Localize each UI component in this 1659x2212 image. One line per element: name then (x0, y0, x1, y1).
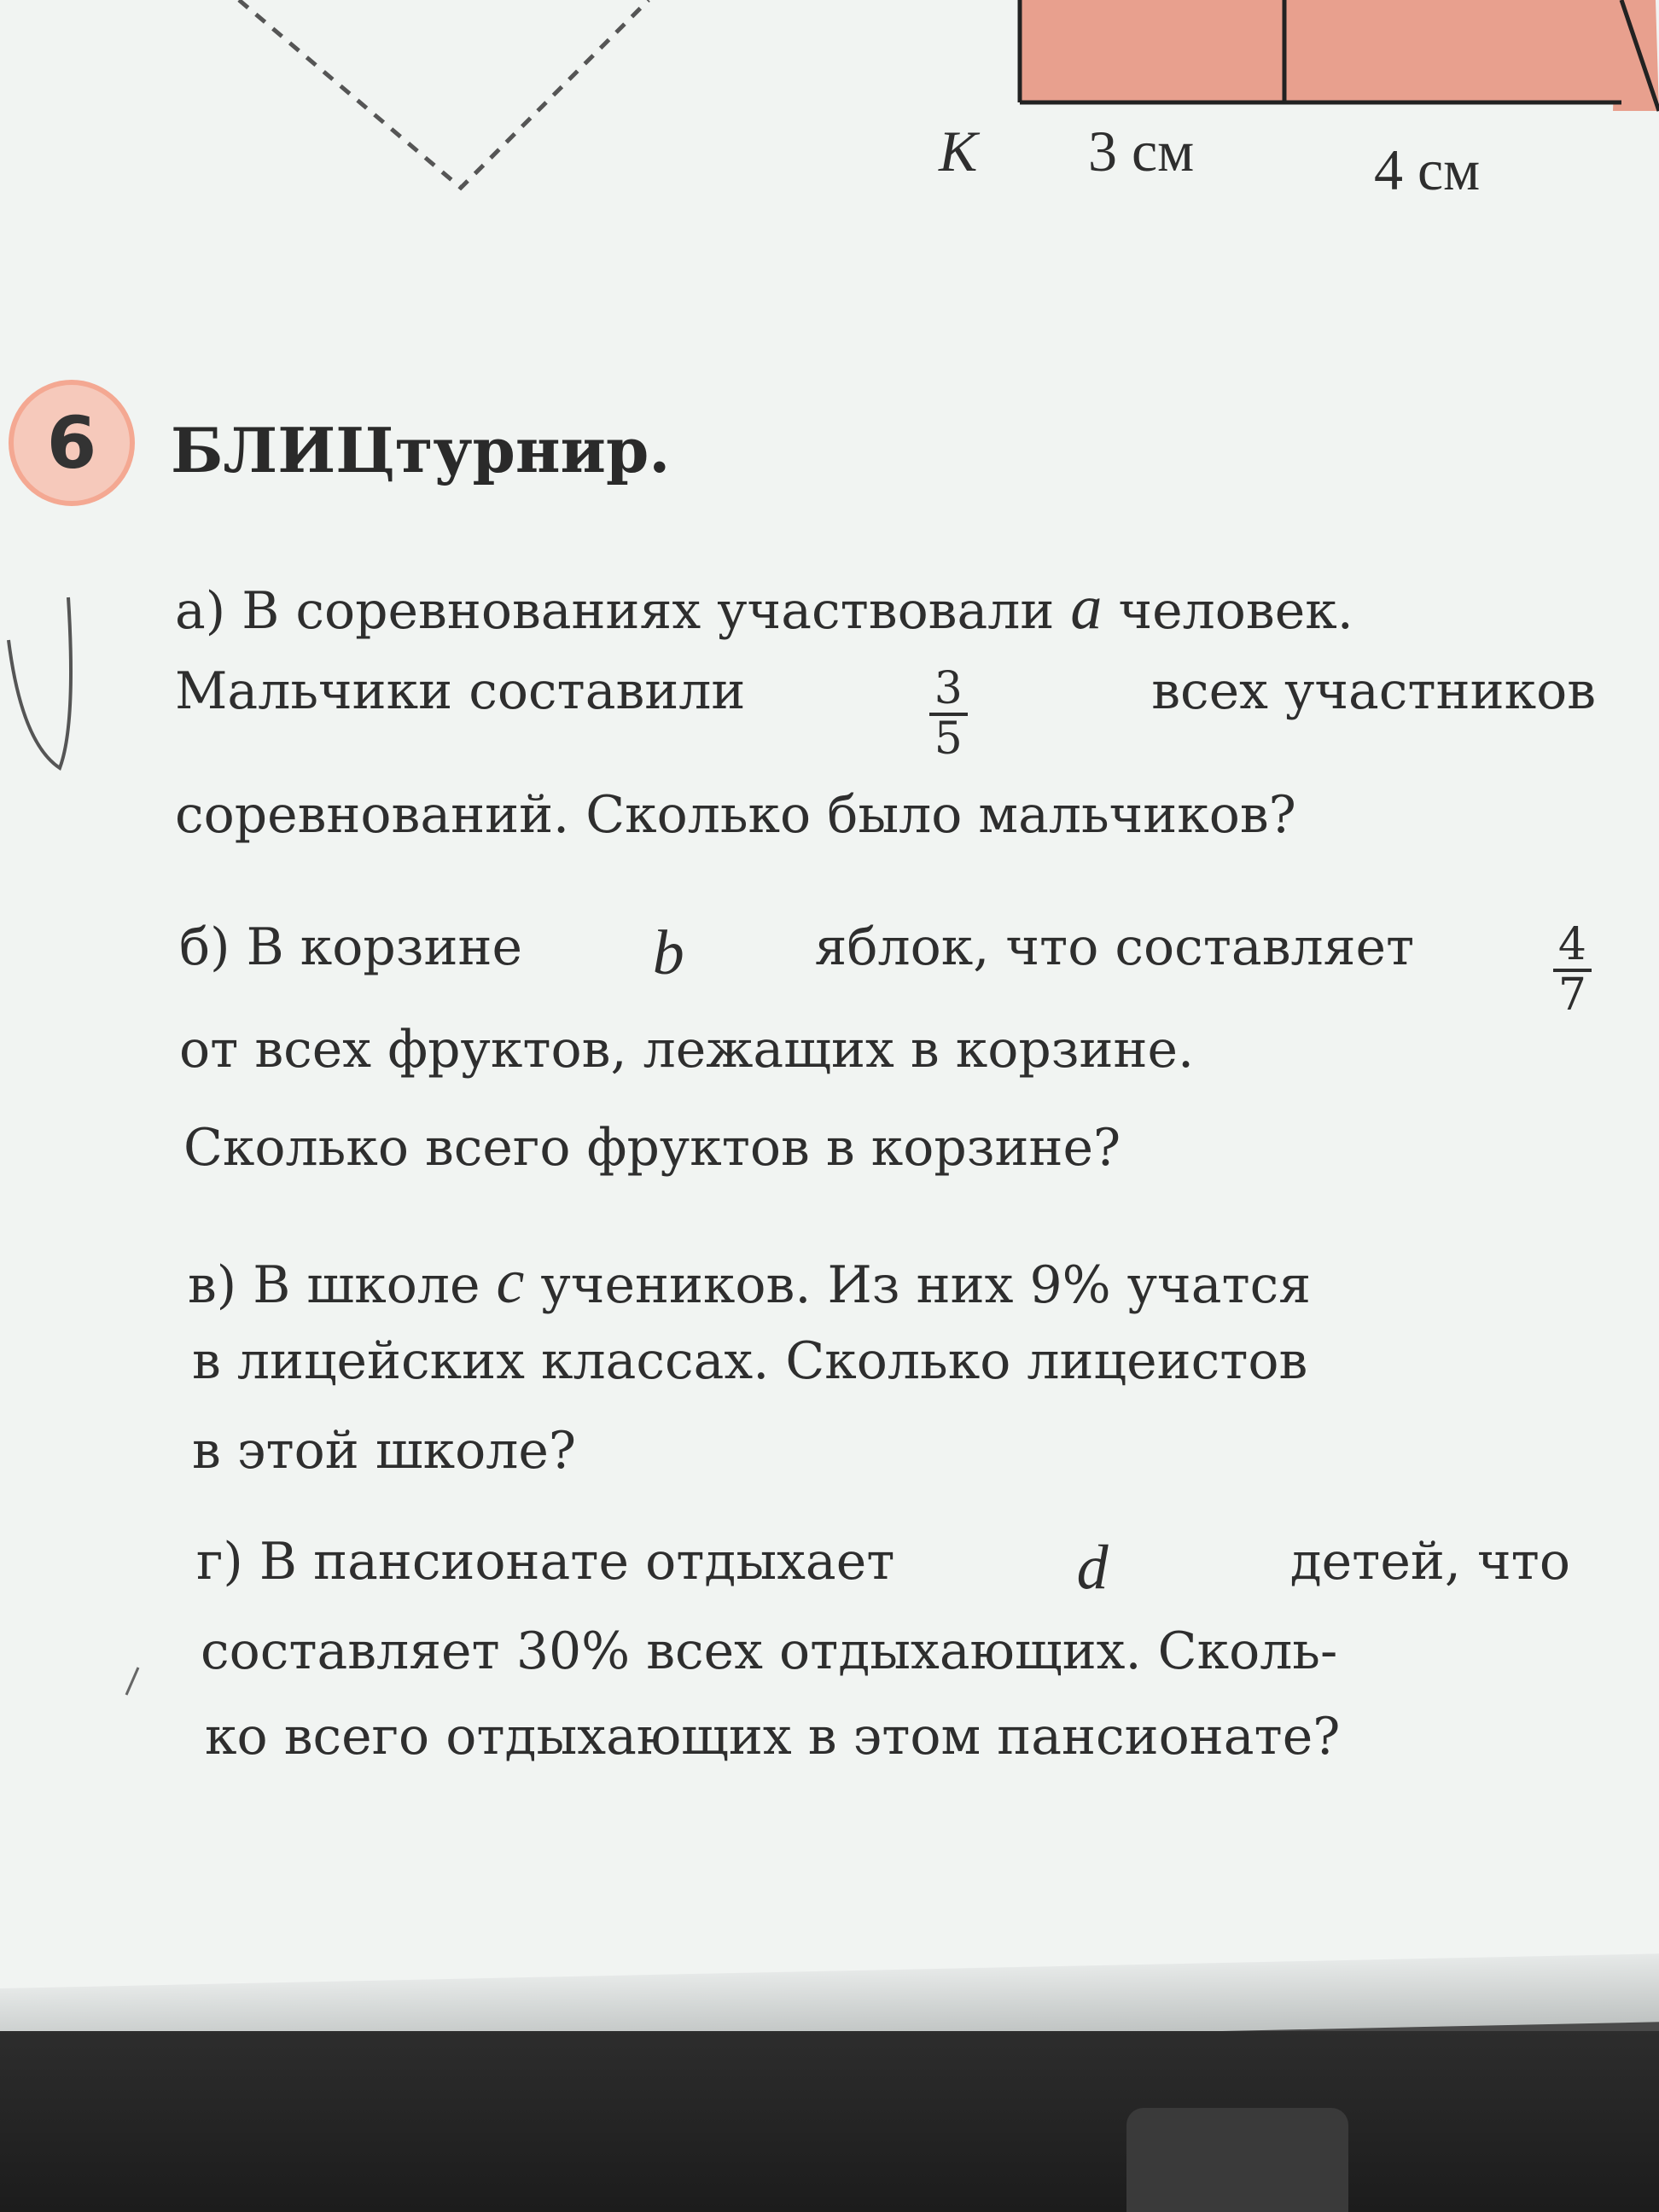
part-a-line-3 (175, 785, 1296, 845)
part-g-line-3 (205, 1707, 1341, 1767)
part-v-line-3 (192, 1421, 577, 1481)
part-g-line-1 (196, 1532, 1570, 1603)
part-a-text: всех участников (1151, 661, 1596, 721)
part-v-text: в этой школе? (192, 1421, 577, 1481)
part-g-text: составляет 30% всех отдыхающих. Сколь- (201, 1621, 1338, 1681)
part-g-text: г) В пансионате отдыхает (196, 1532, 895, 1592)
part-a-text: а) В соревнованиях участвовали (175, 581, 1055, 641)
part-b-line-2 (179, 1020, 1587, 1080)
part-v-line-1 (188, 1247, 1312, 1317)
part-b-text: яблок, что составляет (814, 917, 1415, 977)
variable-d: d (1076, 1533, 1109, 1603)
variable-a: a (1070, 573, 1103, 643)
part-a-text: человек. (1118, 581, 1353, 641)
fraction-3-5 (929, 663, 968, 765)
part-a-text: соревнований. Сколько было мальчиков? (175, 785, 1296, 845)
part-v-text: учеников. Из них 9% учатся (540, 1255, 1312, 1315)
fraction-4-7 (1553, 919, 1592, 1021)
pencil-mark (0, 563, 102, 785)
part-g-text: детей, что (1289, 1532, 1570, 1592)
task-number-badge: 6 (9, 380, 135, 506)
part-g-line-2 (201, 1621, 1338, 1681)
part-v-text: в) В школе (188, 1255, 480, 1315)
part-b-text: б) В корзине (179, 917, 523, 977)
pencil-tick (119, 1664, 145, 1698)
part-b-line-1 (179, 917, 1600, 1021)
part-b-text: от всех фруктов, лежащих в корзине. (179, 1020, 1195, 1080)
fraction-denominator: 7 (1557, 969, 1586, 1021)
variable-b: b (652, 918, 684, 988)
background-object (1126, 2108, 1348, 2212)
task-title: БЛИЦтурнир. (171, 414, 671, 486)
part-b-text: Сколько всего фруктов в корзине? (183, 1118, 1121, 1178)
show-through-text (1092, 256, 1107, 307)
dark-background (0, 2031, 1659, 2212)
vertex-label-k: K (939, 119, 978, 183)
fraction-numerator: 3 (929, 666, 968, 716)
part-b-line-3 (183, 1118, 1121, 1178)
fraction-numerator: 4 (1553, 922, 1592, 972)
part-v-line-2 (192, 1331, 1308, 1391)
segment-label-3cm: 3 см (1088, 119, 1195, 183)
part-a-line-1 (175, 573, 1353, 643)
top-figure (205, 0, 1659, 222)
fraction-denominator: 5 (934, 713, 963, 765)
part-a-text: Мальчики составили (175, 661, 746, 721)
variable-c: c (496, 1247, 525, 1317)
part-v-text: в лицейских классах. Сколько лицеистов (192, 1331, 1308, 1391)
part-g-text: ко всего отдыхающих в этом пансионате? (205, 1707, 1341, 1767)
part-a-line-2 (175, 661, 1596, 765)
segment-label-4cm: 4 см (1374, 137, 1481, 202)
